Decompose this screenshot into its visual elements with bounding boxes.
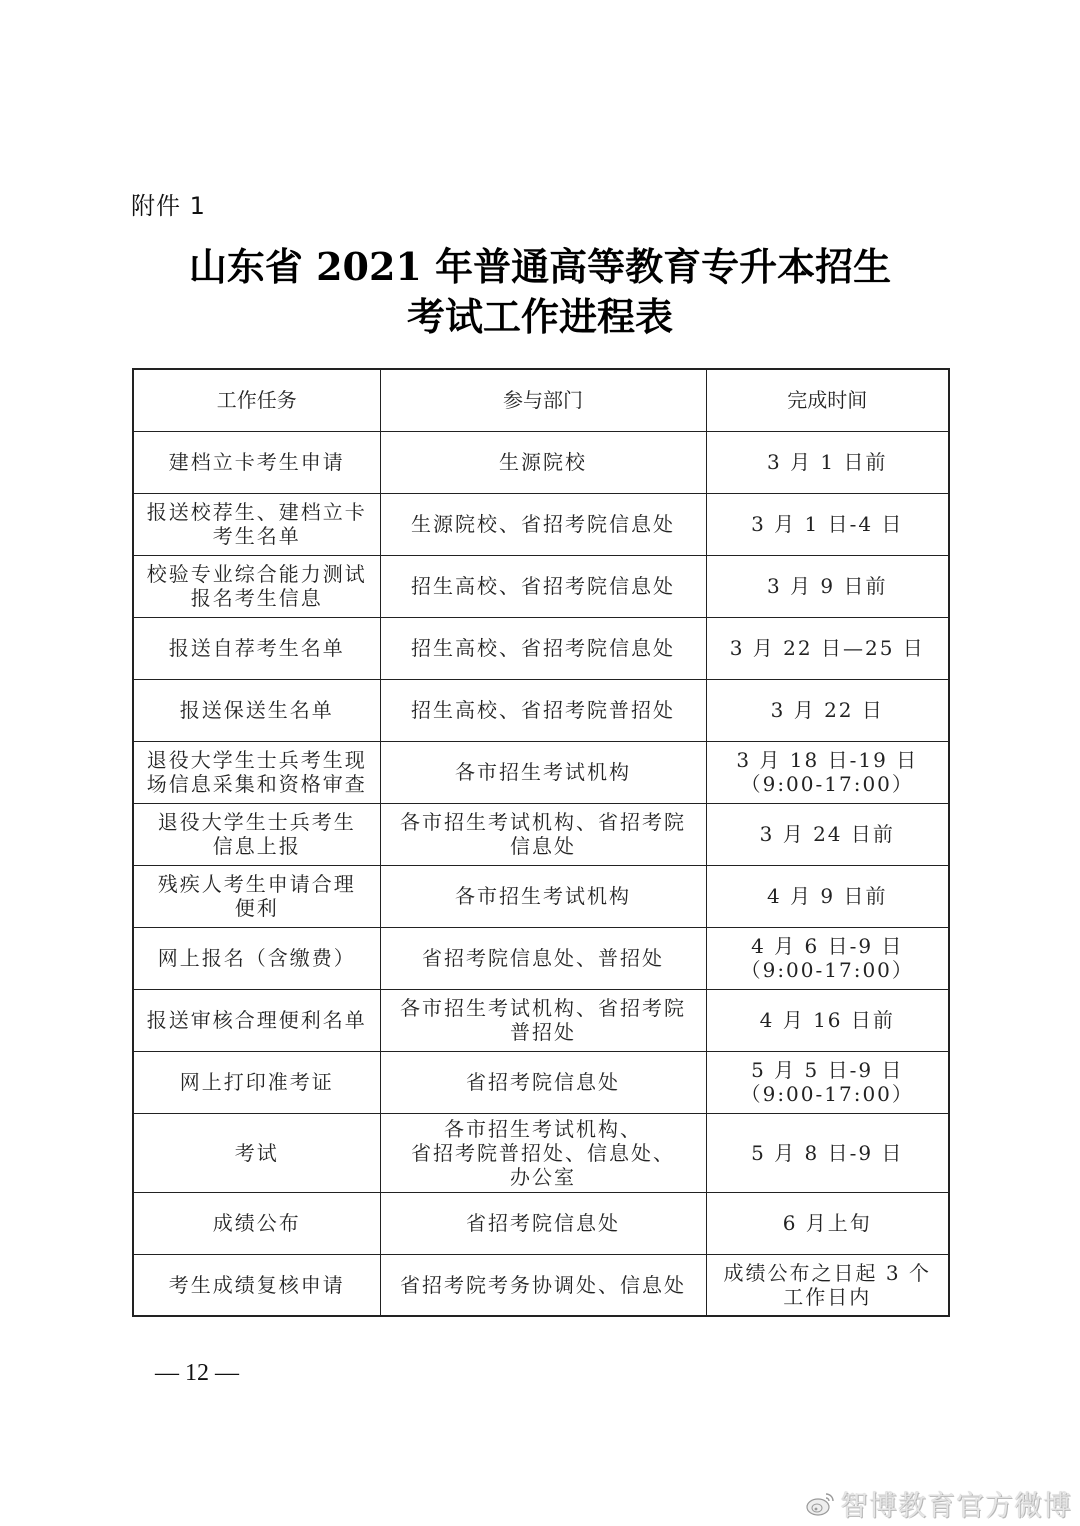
document-title-line-2: 考试工作进程表 bbox=[406, 294, 673, 339]
table-row bbox=[133, 431, 949, 493]
cell-deadline-line: 5 月 5 日-9 日 bbox=[751, 1058, 904, 1082]
cell-department bbox=[380, 1192, 706, 1254]
weibo-icon bbox=[806, 1491, 836, 1517]
cell-department-line: 生源院校、省招考院信息处 bbox=[411, 512, 675, 536]
cell-deadline-line: 3 月 18 日-19 日 bbox=[736, 748, 919, 772]
cell-department bbox=[380, 431, 706, 493]
cell-task-line: 报送审核合理便利名单 bbox=[146, 1008, 367, 1032]
cell-task-line: 建档立卡考生申请 bbox=[168, 450, 345, 474]
cell-department bbox=[380, 1051, 706, 1113]
watermark-text: 智博教育官方微博 bbox=[839, 1489, 1072, 1522]
cell-deadline-line: 3 月 9 日前 bbox=[766, 574, 888, 598]
cell-task-line: 考生名单 bbox=[212, 524, 301, 548]
cell-deadline-line: 6 月上旬 bbox=[782, 1211, 872, 1235]
cell-task-line: 网上报名（含缴费） bbox=[157, 946, 356, 970]
cell-deadline bbox=[706, 1254, 949, 1316]
cell-task-line: 考生成绩复核申请 bbox=[168, 1272, 345, 1297]
cell-deadline-line: 3 月 24 日前 bbox=[759, 822, 895, 846]
cell-department bbox=[380, 989, 706, 1051]
cell-task bbox=[133, 617, 380, 679]
table-row bbox=[133, 617, 949, 679]
cell-deadline-line: 3 月 22 日 bbox=[770, 698, 884, 722]
cell-task-line: 报送自荐考生名单 bbox=[168, 636, 345, 660]
cell-deadline-line: 3 月 22 日—25 日 bbox=[729, 636, 925, 660]
cell-deadline bbox=[706, 555, 949, 617]
cell-task-line: 信息上报 bbox=[212, 834, 301, 858]
cell-department-line: 各市招生考试机构、 bbox=[444, 1116, 642, 1141]
cell-deadline bbox=[706, 803, 949, 865]
table-row bbox=[133, 927, 949, 989]
watermark bbox=[806, 1484, 1072, 1524]
cell-department-line: 各市招生考试机构、省招考院 bbox=[400, 996, 686, 1020]
cell-department-line: 招生高校、省招考院信息处 bbox=[411, 636, 675, 660]
header-deadline: 完成时间 bbox=[706, 369, 949, 431]
cell-department-line: 省招考院信息处 bbox=[466, 1211, 620, 1235]
cell-deadline-line: （9:00-17:00） bbox=[740, 772, 914, 796]
cell-task bbox=[133, 555, 380, 617]
cell-task-line: 退役大学生士兵考生 bbox=[157, 810, 356, 834]
cell-task bbox=[133, 741, 380, 803]
cell-task-line: 报送保送生名单 bbox=[179, 698, 334, 722]
cell-department bbox=[380, 1254, 706, 1316]
cell-deadline-line: 4 月 16 日前 bbox=[759, 1008, 895, 1032]
header-department: 参与部门 bbox=[380, 369, 706, 431]
table-row bbox=[133, 493, 949, 555]
cell-task-line: 残疾人考生申请合理 bbox=[157, 872, 356, 896]
cell-task bbox=[133, 1113, 380, 1192]
cell-department bbox=[380, 555, 706, 617]
cell-task-line: 场信息采集和资格审查 bbox=[146, 772, 367, 796]
cell-department bbox=[380, 617, 706, 679]
cell-deadline bbox=[706, 927, 949, 989]
cell-department-line: 信息处 bbox=[510, 834, 576, 858]
header-task: 工作任务 bbox=[133, 369, 380, 431]
cell-task-line: 网上打印准考证 bbox=[179, 1070, 334, 1094]
schedule-table bbox=[132, 368, 950, 1317]
table-header-row bbox=[133, 369, 949, 431]
page-number: — 12 — bbox=[155, 1360, 239, 1386]
cell-deadline-line: 3 月 1 日前 bbox=[766, 450, 888, 474]
cell-deadline bbox=[706, 1192, 949, 1254]
cell-department bbox=[380, 803, 706, 865]
cell-task bbox=[133, 1192, 380, 1254]
table-row bbox=[133, 989, 949, 1051]
cell-department bbox=[380, 741, 706, 803]
cell-deadline bbox=[706, 431, 949, 493]
cell-deadline bbox=[706, 679, 949, 741]
table-row bbox=[133, 1254, 949, 1316]
cell-task bbox=[133, 803, 380, 865]
cell-department bbox=[380, 1113, 706, 1192]
document-title-line-1: 山东省 2021 年普通高等教育专升本招生 bbox=[188, 244, 892, 289]
cell-deadline bbox=[706, 741, 949, 803]
cell-task-line: 考试 bbox=[234, 1140, 279, 1165]
table-row bbox=[133, 679, 949, 741]
cell-department bbox=[380, 927, 706, 989]
cell-deadline bbox=[706, 989, 949, 1051]
cell-deadline-line: 4 月 9 日前 bbox=[766, 884, 888, 908]
cell-department-line: 生源院校 bbox=[499, 450, 587, 474]
attachment-label: 附件 1 bbox=[131, 192, 206, 220]
cell-task-line: 退役大学生士兵考生现 bbox=[146, 748, 367, 772]
cell-deadline bbox=[706, 493, 949, 555]
cell-department-line: 各市招生考试机构、省招考院 bbox=[400, 810, 686, 834]
cell-deadline-line: 4 月 6 日-9 日 bbox=[751, 934, 904, 958]
cell-department-line: 各市招生考试机构 bbox=[455, 884, 631, 908]
cell-task bbox=[133, 927, 380, 989]
table-row bbox=[133, 1113, 949, 1192]
cell-department-line: 各市招生考试机构 bbox=[455, 760, 631, 784]
cell-department-line: 省招考院信息处 bbox=[466, 1070, 620, 1094]
cell-deadline-line: （9:00-17:00） bbox=[740, 958, 914, 982]
cell-department-line: 省招考院普招处、信息处、 bbox=[411, 1140, 675, 1165]
cell-deadline-line: 3 月 1 日-4 日 bbox=[751, 512, 904, 536]
cell-department-line: 办公室 bbox=[510, 1164, 576, 1189]
cell-task bbox=[133, 493, 380, 555]
table-row bbox=[133, 1051, 949, 1113]
table-row bbox=[133, 1192, 949, 1254]
table-row bbox=[133, 803, 949, 865]
cell-deadline bbox=[706, 865, 949, 927]
cell-department-line: 招生高校、省招考院信息处 bbox=[411, 574, 675, 598]
cell-task-line: 便利 bbox=[234, 896, 279, 920]
cell-deadline-line: （9:00-17:00） bbox=[740, 1082, 914, 1106]
cell-department-line: 省招考院信息处、普招处 bbox=[422, 946, 664, 970]
cell-task-line: 报送校荐生、建档立卡 bbox=[146, 500, 367, 524]
cell-department-line: 省招考院考务协调处、信息处 bbox=[400, 1272, 686, 1297]
cell-task bbox=[133, 1051, 380, 1113]
table-row bbox=[133, 865, 949, 927]
cell-deadline bbox=[706, 1113, 949, 1192]
cell-deadline-line: 5 月 8 日-9 日 bbox=[751, 1140, 904, 1165]
cell-department bbox=[380, 493, 706, 555]
cell-deadline-line: 成绩公布之日起 3 个 bbox=[723, 1260, 931, 1285]
cell-department-line: 招生高校、省招考院普招处 bbox=[411, 698, 675, 722]
cell-department-line: 普招处 bbox=[510, 1020, 576, 1044]
cell-task-line: 报名考生信息 bbox=[190, 586, 323, 610]
cell-deadline bbox=[706, 1051, 949, 1113]
cell-department bbox=[380, 679, 706, 741]
cell-task-line: 校验专业综合能力测试 bbox=[146, 562, 367, 586]
cell-task-line: 成绩公布 bbox=[212, 1211, 301, 1235]
cell-task bbox=[133, 1254, 380, 1316]
cell-deadline bbox=[706, 617, 949, 679]
cell-task bbox=[133, 865, 380, 927]
cell-task bbox=[133, 679, 380, 741]
cell-department bbox=[380, 865, 706, 927]
table-row bbox=[133, 555, 949, 617]
cell-task bbox=[133, 431, 380, 493]
table-row bbox=[133, 741, 949, 803]
cell-task bbox=[133, 989, 380, 1051]
cell-deadline-line: 工作日内 bbox=[783, 1284, 872, 1309]
